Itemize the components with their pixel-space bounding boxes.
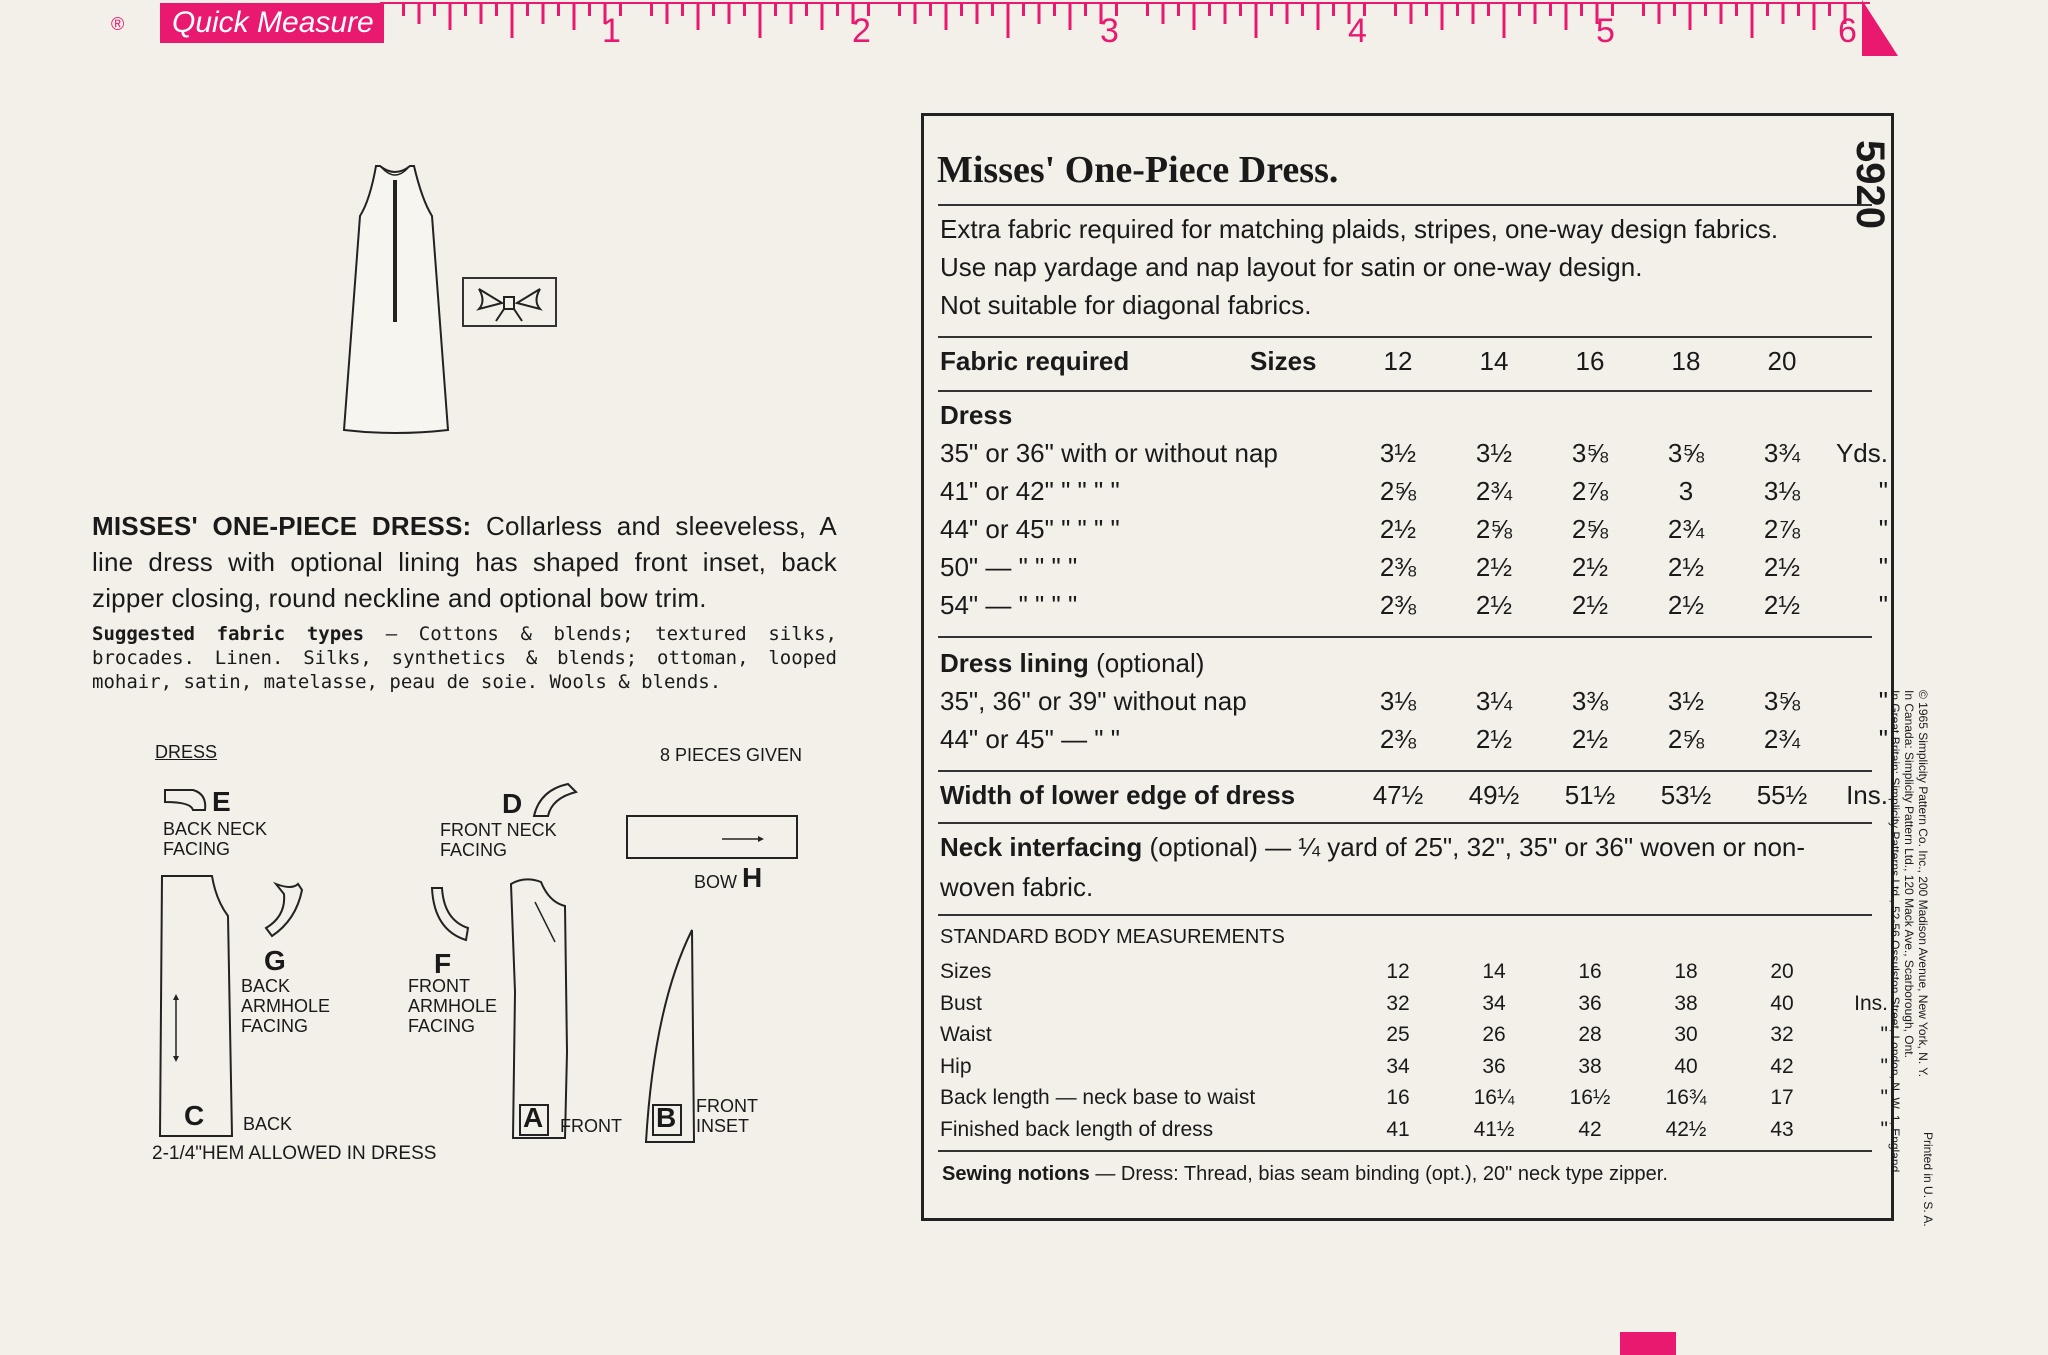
row-unit: Yds.	[1835, 438, 1888, 468]
size-header: 12	[1383, 346, 1413, 376]
row-value: 32	[1770, 1023, 1794, 1046]
body-measurements-heading: STANDARD BODY MEASUREMENTS	[940, 926, 1285, 948]
row-label: Bust	[940, 991, 983, 1015]
row-label: 50" — " " " "	[940, 552, 1078, 582]
row-unit: "	[1878, 590, 1888, 620]
row-value: 41	[1386, 1117, 1410, 1141]
row-value: 2½	[1379, 514, 1417, 544]
width-value: 53½	[1660, 780, 1712, 810]
row-value: 36	[1482, 1054, 1506, 1078]
sizes-heading: Sizes	[1250, 346, 1317, 376]
row-label: Sizes	[940, 960, 992, 983]
row-value: 2⅞	[1763, 514, 1801, 544]
row-value: 3¼	[1475, 686, 1513, 716]
pattern-pieces	[0, 0, 900, 1200]
row-label: Hip	[940, 1054, 972, 1078]
piece-h-name: BOW	[694, 872, 737, 892]
notions-label: Sewing notions	[942, 1163, 1090, 1185]
chart-note-1: Extra fabric required for matching plaids, stripes, one-way design fabrics.	[940, 214, 1779, 244]
piece-c-letter: C	[184, 1100, 205, 1131]
piece-g-name: BACK ARMHOLE FACING	[241, 976, 331, 1036]
row-value: 3¾	[1763, 438, 1801, 468]
piece-g-shape	[262, 880, 312, 940]
row-value: 16	[1578, 960, 1602, 983]
ruler-number-1: 1	[602, 12, 621, 50]
row-value: 2½	[1571, 590, 1609, 620]
row-value: 2⅞	[1571, 476, 1609, 506]
row-value: 42	[1770, 1054, 1794, 1078]
piece-d-name: FRONT NECK FACING	[440, 820, 557, 860]
row-label: 54" — " " " "	[940, 590, 1078, 620]
piece-e-name: BACK NECK FACING	[163, 819, 268, 859]
interfacing-label: Neck interfacing	[940, 832, 1143, 862]
fabric-text: — Cottons & blends; textured silks, brocades. Linen. Silks, synthetics & blends; ottoman, looped mohair, satin, matelasse, peau de soie. Wools & blends.	[92, 623, 837, 693]
row-value: 16	[1386, 1086, 1410, 1109]
row-value: 2½	[1475, 724, 1513, 754]
copyright-line-3: In Great Britain: Simplicity Patterns Ltd., 52-56 Ossulston Street, London, N. W. 1, England.	[1888, 690, 1902, 1176]
fabric-label: Suggested fabric types	[92, 623, 365, 645]
row-unit: "	[1880, 1054, 1888, 1078]
description-title: MISSES' ONE-PIECE DRESS:	[92, 511, 472, 541]
piece-c-name: BACK	[243, 1114, 293, 1134]
interfacing-line-1	[940, 832, 1805, 863]
sewing-notions-row	[942, 1163, 1668, 1186]
piece-a-name: FRONT	[560, 1116, 622, 1136]
row-value: 3⅛	[1379, 686, 1417, 716]
brand-text: Quick Measure	[172, 6, 374, 39]
row-label: Back length — neck base to waist	[940, 1086, 1256, 1109]
row-label: 35", 36" or 39" without nap	[940, 686, 1247, 716]
row-value: 30	[1674, 1023, 1698, 1046]
pattern-number: 5920	[1848, 140, 1892, 229]
row-value: 2¾	[1763, 724, 1801, 754]
chart-note-3: Not suitable for diagonal fabrics.	[940, 290, 1312, 320]
row-value: 3½	[1379, 438, 1417, 468]
description-text: Collarless and sleeveless, A line dress with optional lining has shaped front inset, back zipper closing, round neckline and optional bow trim.	[92, 511, 837, 613]
piece-e-letter: E	[212, 786, 231, 817]
ruler-number-4: 4	[1348, 12, 1367, 50]
width-value: 55½	[1756, 780, 1808, 810]
row-unit: "	[1880, 1023, 1888, 1046]
piece-f-letter: F	[434, 948, 452, 979]
dress-heading: Dress	[940, 400, 1013, 430]
row-value: 3⅝	[1763, 686, 1801, 716]
width-unit: Ins.	[1846, 780, 1888, 810]
row-value: 2½	[1475, 552, 1513, 582]
row-value: 2⅝	[1379, 476, 1417, 506]
fabric-required-heading: Fabric required	[940, 346, 1130, 376]
interfacing-text-2: woven fabric.	[940, 872, 1094, 902]
row-value: 3⅜	[1571, 686, 1609, 716]
row-value: 34	[1482, 991, 1506, 1015]
lining-optional: (optional)	[1096, 648, 1205, 678]
row-value: 28	[1578, 1023, 1602, 1046]
row-value: 43	[1770, 1117, 1794, 1141]
ruler-number-6: 6	[1838, 12, 1857, 50]
row-unit: "	[1878, 476, 1888, 506]
row-value: 26	[1482, 1023, 1506, 1046]
row-value: 2⅜	[1379, 724, 1417, 754]
ruler-number-5: 5	[1596, 12, 1615, 50]
row-value: 2⅝	[1571, 514, 1609, 544]
row-value: 40	[1674, 1054, 1698, 1078]
piece-b-letter: B	[656, 1102, 677, 1133]
row-value: 34	[1386, 1054, 1410, 1078]
pieces-given-label: 8 PIECES GIVEN	[660, 745, 803, 765]
width-label: Width of lower edge of dress	[940, 780, 1296, 810]
row-value: 2½	[1667, 590, 1705, 620]
size-header: 18	[1671, 346, 1701, 376]
chart-note-2: Use nap yardage and nap layout for satin or one-way design.	[940, 252, 1643, 282]
copyright-line-1: © 1965 Simplicity Pattern Co. Inc., 200 Madison Avenue, New York, N. Y.	[1916, 690, 1930, 1078]
row-value: 2¾	[1475, 476, 1513, 506]
piece-d-shape	[530, 780, 580, 820]
row-value: 2½	[1475, 590, 1513, 620]
size-header: 14	[1479, 346, 1509, 376]
row-unit: "	[1878, 514, 1888, 544]
piece-a-letter: A	[523, 1102, 544, 1133]
piece-f-name: FRONT ARMHOLE FACING	[408, 976, 498, 1036]
row-value: 16¼	[1473, 1086, 1515, 1109]
copyright-block	[1810, 690, 1930, 1250]
row-label: 44" or 45" " " " "	[940, 514, 1120, 544]
registered-mark: ®	[111, 14, 125, 34]
row-value: 2½	[1571, 552, 1609, 582]
row-value: 3½	[1475, 438, 1513, 468]
row-unit: "	[1880, 1086, 1888, 1109]
chart-title: Misses' One-Piece Dress.	[937, 149, 1339, 191]
row-value: 3⅝	[1667, 438, 1705, 468]
row-value: 16¾	[1665, 1086, 1707, 1109]
row-unit: "	[1878, 686, 1888, 716]
width-value: 47½	[1372, 780, 1424, 810]
size-header: 20	[1767, 346, 1797, 376]
row-value: 32	[1386, 991, 1410, 1015]
row-label: Finished back length of dress	[940, 1117, 1214, 1141]
row-value: 3⅛	[1763, 476, 1801, 506]
row-value: 2½	[1667, 552, 1705, 582]
size-header: 16	[1575, 346, 1605, 376]
row-unit: "	[1878, 552, 1888, 582]
piece-b-name: FRONT INSET	[696, 1096, 758, 1136]
row-value: 38	[1578, 1054, 1602, 1078]
notions-text: — Dress: Thread, bias seam binding (opt.), 20" neck type zipper.	[1095, 1163, 1668, 1185]
width-value: 51½	[1564, 780, 1616, 810]
envelope-pink-tab	[1620, 1332, 1676, 1355]
piece-h-letter: H	[742, 862, 763, 893]
row-value: 18	[1674, 960, 1698, 983]
row-value: 38	[1674, 991, 1698, 1015]
ruler-number-2: 2	[852, 12, 871, 50]
ruler-number-3: 3	[1100, 12, 1119, 50]
row-value: 2⅝	[1475, 514, 1513, 544]
row-value: 2½	[1571, 724, 1609, 754]
row-value: 12	[1386, 960, 1410, 983]
row-value: 25	[1386, 1023, 1410, 1046]
interfacing-text-1: (optional) — ¼ yard of 25", 32", 35" or 36" woven or non-	[1149, 832, 1806, 862]
row-value: 2⅜	[1379, 552, 1417, 582]
row-value: 2⅜	[1379, 590, 1417, 620]
width-value: 49½	[1468, 780, 1520, 810]
row-value: 2½	[1763, 590, 1801, 620]
row-value: 16½	[1569, 1086, 1611, 1109]
row-value: 36	[1578, 991, 1602, 1015]
row-label: 41" or 42" " " " "	[940, 476, 1120, 506]
row-value: 2⅝	[1667, 724, 1705, 754]
piece-f-shape	[428, 884, 478, 944]
piece-d-letter: D	[502, 788, 523, 819]
row-value: 2½	[1763, 552, 1801, 582]
row-value: 3½	[1667, 686, 1705, 716]
row-value: 20	[1770, 960, 1794, 983]
ruler-end-arrow	[1862, 0, 1902, 58]
row-value: 41½	[1473, 1117, 1515, 1141]
piece-e-shape	[163, 786, 213, 816]
lining-heading: Dress lining	[940, 648, 1089, 678]
dress-pieces-label: DRESS	[155, 742, 218, 762]
row-value: 2¾	[1667, 514, 1705, 544]
piece-h-shape	[626, 815, 798, 859]
row-label: 44" or 45" — " "	[940, 724, 1120, 754]
lining-heading-row	[940, 648, 1204, 679]
row-value: 42½	[1665, 1117, 1707, 1141]
row-value: 3⅝	[1571, 438, 1609, 468]
row-unit: "	[1878, 724, 1888, 754]
row-value: 17	[1770, 1086, 1794, 1109]
row-value: 42	[1578, 1117, 1602, 1141]
row-unit: Ins.	[1854, 991, 1888, 1015]
printed-in: Printed in U. S. A.	[1921, 1132, 1935, 1227]
row-label: 35" or 36" with or without nap	[940, 438, 1278, 468]
copyright-line-2: In Canada: Simplicity Pattern Ltd., 120 Mack Ave., Scarborough, Ont.	[1902, 690, 1916, 1058]
row-value: 14	[1482, 960, 1506, 983]
hem-allowance-note: 2-1/4"HEM ALLOWED IN DRESS	[152, 1143, 437, 1164]
row-label: Waist	[940, 1023, 992, 1046]
row-unit: "	[1880, 1117, 1888, 1141]
piece-g-letter: G	[264, 945, 286, 976]
row-value: 3	[1678, 476, 1694, 506]
row-value: 40	[1770, 991, 1794, 1015]
